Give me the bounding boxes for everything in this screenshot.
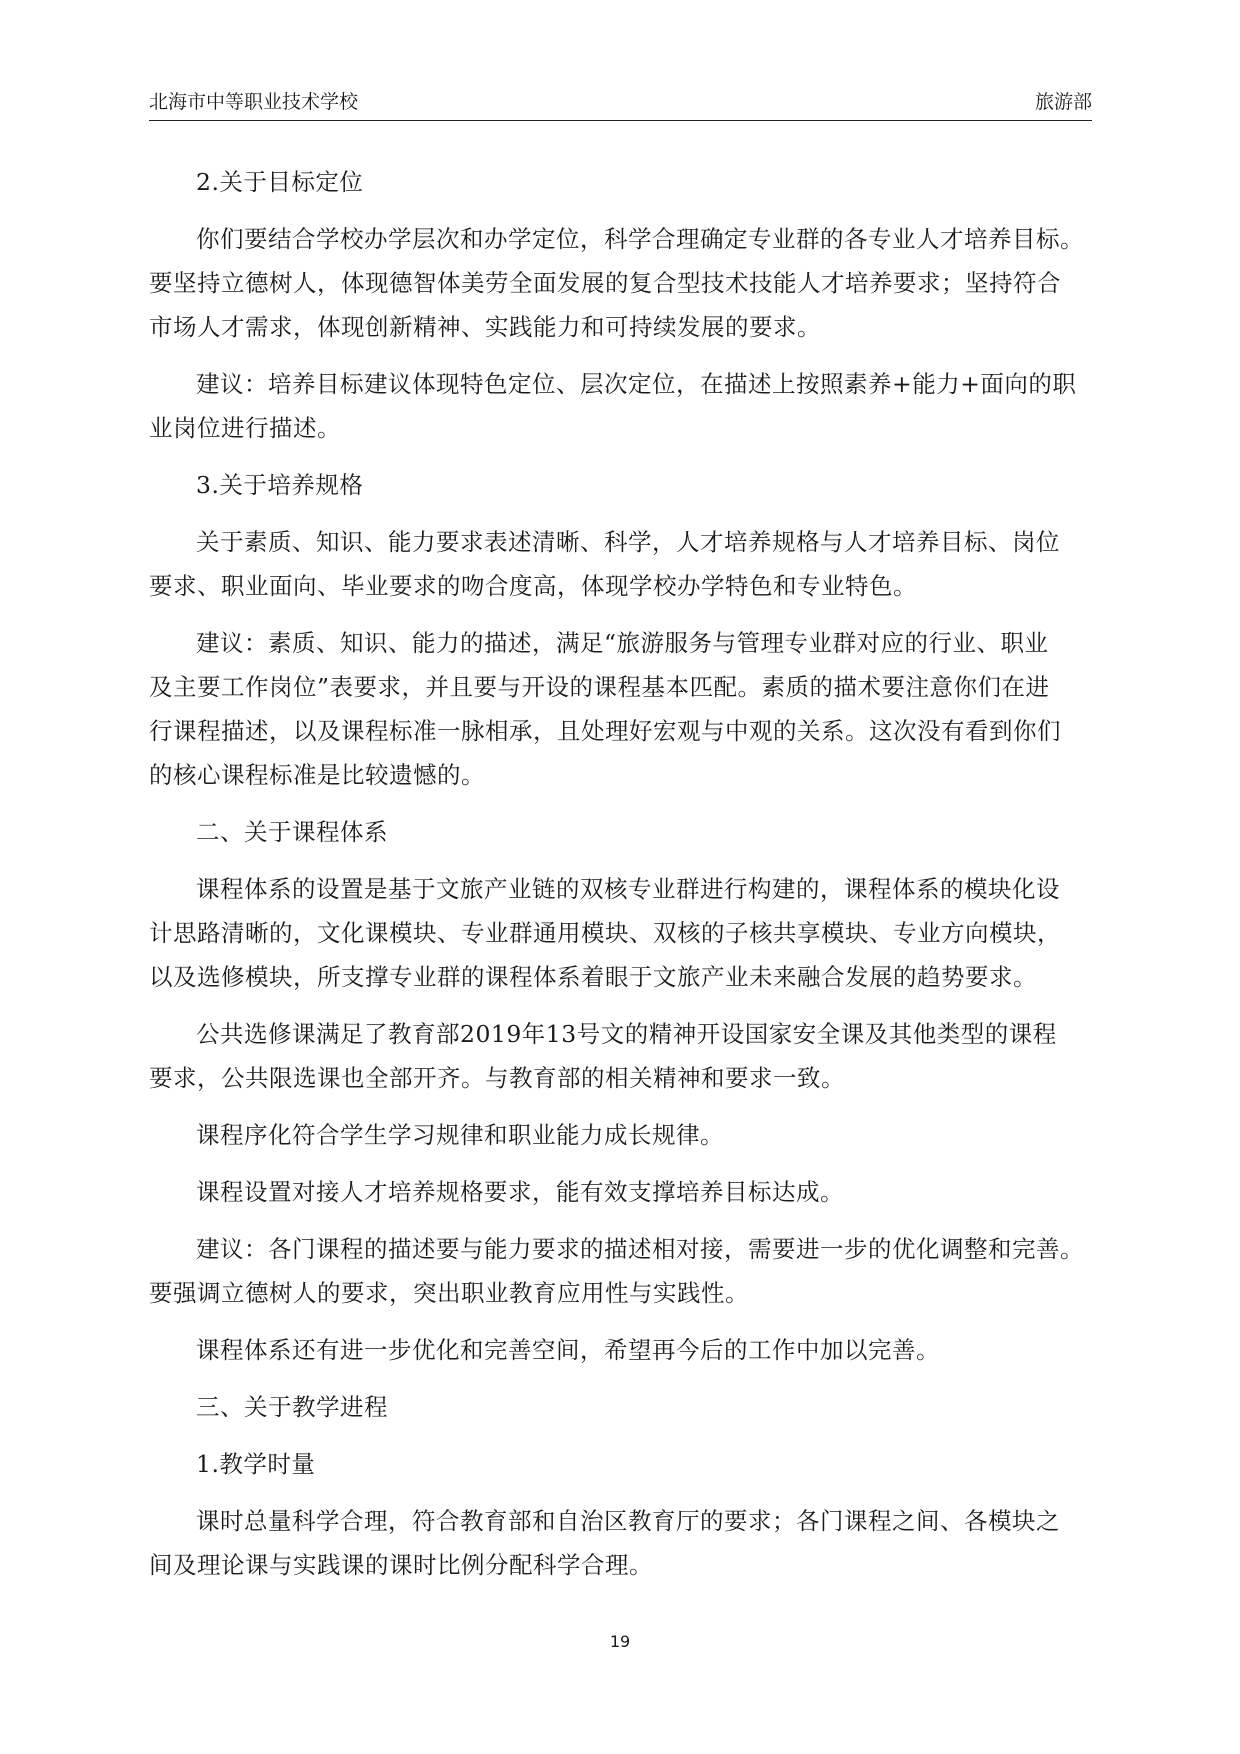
paragraph-course-sequencing: 课程序化符合学生学习规律和职业能力成长规律。: [196, 1121, 724, 1149]
header-department: 旅游部: [1034, 91, 1092, 113]
paragraph-curriculum-suggestion: 建议：各门课程的描述要与能力要求的描述相对接，需要进一步的优化调整和完善。 要强调立德树人的要求，突出职业教育应用性与实践性。: [149, 1235, 1084, 1307]
subheading-teaching-hours: 1.教学时量: [196, 1450, 316, 1478]
paragraph-curriculum-structure: 课程体系的设置是基于文旅产业链的双核专业群进行构建的，课程体系的模块化设 计思路清晰的，文化课模块、专业群通用模块、双核的子核共享模块、专业方向模块， 以及选修模块，所支撑专业群的课程体系着眼于文旅产业未来融合发展的趋势要求。: [149, 875, 1061, 991]
paragraph-teaching-hours: 课时总量科学合理，符合教育部和自治区教育厅的要求；各门课程之间、各模块之 间及理论课与实践课的课时比例分配科学合理。: [149, 1507, 1060, 1579]
document-body: [149, 160, 1092, 1600]
section-heading-curriculum-system: 二、关于课程体系: [196, 818, 388, 846]
paragraph-curriculum-improvement: 课程体系还有进一步优化和完善空间，希望再今后的工作中加以完善。: [196, 1336, 940, 1364]
paragraph-specs-description: 关于素质、知识、能力要求表述清晰、科学，人才培养规格与人才培养目标、岗位 要求、职业面向、毕业要求的吻合度高，体现学校办学特色和专业特色。: [149, 528, 1060, 600]
subheading-goal-positioning: 2.关于目标定位: [196, 168, 364, 196]
subheading-training-specs: 3.关于培养规格: [196, 471, 364, 499]
page-number: 19: [609, 1632, 631, 1651]
paragraph-goal-description: 你们要结合学校办学层次和办学定位，科学合理确定专业群的各专业人才培养目标。 要坚持立德树人，体现德智体美劳全面发展的复合型技术技能人才培养要求；坚持符合 市场人才需求，体现创新精神、实践能力和可持续发展的要求。: [149, 225, 1084, 341]
header-school-name: 北海市中等职业技术学校: [149, 91, 359, 113]
paragraph-public-electives: 公共选修课满足了教育部2019年13号文的精神开设国家安全课及其他类型的课程 要求，公共限选课也全部开齐。与教育部的相关精神和要求一致。: [149, 1020, 1057, 1092]
page-header: [149, 84, 1092, 121]
paragraph-specs-suggestion: 建议：素质、知识、能力的描述，满足“旅游服务与管理专业群对应的行业、职业 及主要工作岗位”表要求，并且要与开设的课程基本匹配。素质的描术要注意你们在进 行课程描述，以及课程标准一脉相承，且处理好宏观与中观的关系。这次没有看到你们 的核心课程标准是比较遗憾的。: [149, 629, 1061, 789]
paragraph-goal-suggestion: 建议：培养目标建议体现特色定位、层次定位，在描述上按照素养+能力+面向的职 业岗位进行描述。: [149, 370, 1077, 442]
section-heading-teaching-progress: 三、关于教学进程: [196, 1393, 388, 1421]
paragraph-course-alignment: 课程设置对接人才培养规格要求，能有效支撑培养目标达成。: [196, 1178, 844, 1206]
